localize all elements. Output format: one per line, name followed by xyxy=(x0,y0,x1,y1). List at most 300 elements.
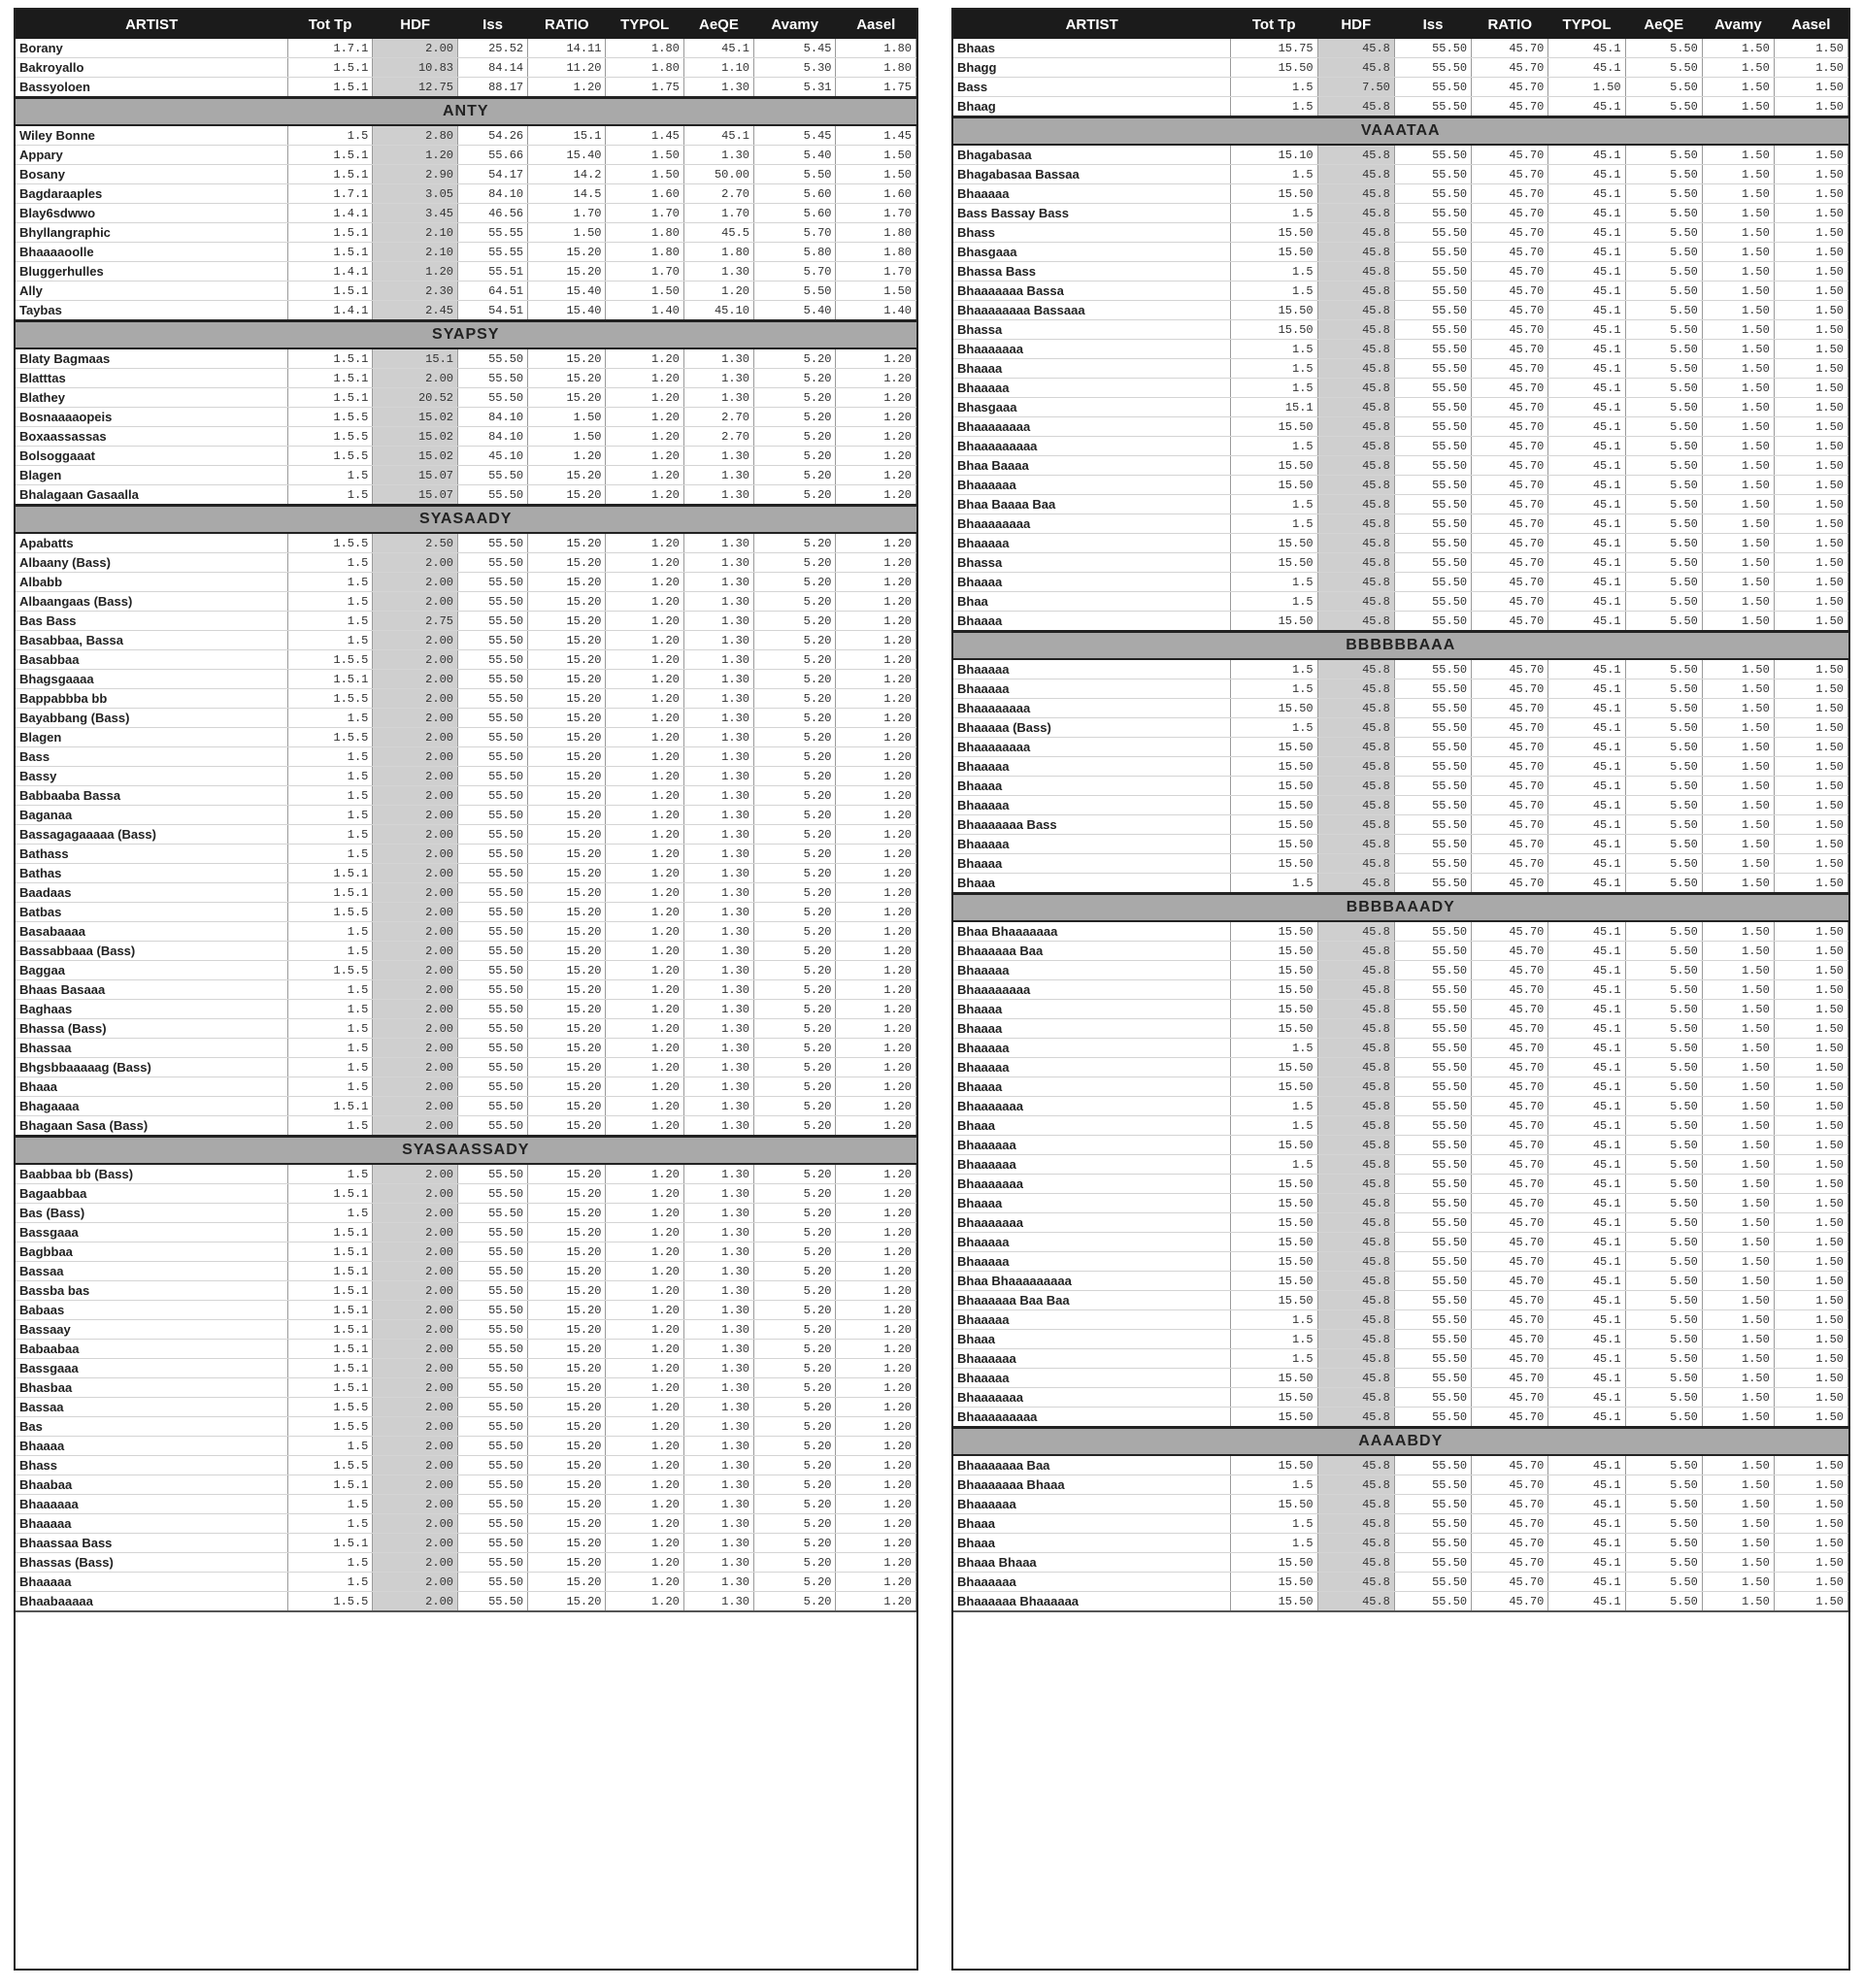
value-cell: 5.50 xyxy=(1625,777,1702,796)
value-cell: 45.8 xyxy=(1317,1310,1394,1330)
table-row xyxy=(953,417,1848,437)
value-cell: 1.30 xyxy=(683,1359,753,1378)
artist-cell: Bolsoggaaat xyxy=(16,447,287,466)
value-cell: 1.50 xyxy=(1702,1330,1774,1349)
value-cell: 1.50 xyxy=(1702,1000,1774,1019)
value-cell: 55.50 xyxy=(457,466,527,485)
table-row xyxy=(953,1252,1848,1272)
value-cell: 1.20 xyxy=(836,1514,916,1534)
value-cell: 55.50 xyxy=(1394,39,1471,58)
value-cell: 5.50 xyxy=(1625,417,1702,437)
column-header: HDF xyxy=(373,10,458,39)
value-cell: 45.8 xyxy=(1317,262,1394,282)
value-cell: 1.20 xyxy=(836,1204,916,1223)
value-cell: 55.50 xyxy=(1394,1369,1471,1388)
artist-cell: Bhass xyxy=(16,1456,287,1475)
value-cell: 45.1 xyxy=(1548,1252,1625,1272)
value-cell: 55.50 xyxy=(1394,223,1471,243)
value-cell: 45.1 xyxy=(1548,1194,1625,1213)
value-cell: 1.20 xyxy=(606,1019,683,1039)
table-row xyxy=(16,348,916,369)
value-cell: 1.5.1 xyxy=(287,243,373,262)
table-row xyxy=(953,1349,1848,1369)
value-cell: 15.50 xyxy=(1230,921,1317,942)
value-cell: 55.50 xyxy=(1394,145,1471,165)
artist-cell: Bhaaaaaaaaa xyxy=(953,1408,1230,1428)
artist-cell: Bhaaaaa xyxy=(16,1573,287,1592)
value-cell: 55.50 xyxy=(1394,78,1471,97)
value-cell: 1.5 xyxy=(287,1553,373,1573)
value-cell: 45.1 xyxy=(683,39,753,58)
artist-cell: Baadaas xyxy=(16,883,287,903)
value-cell: 1.5.5 xyxy=(287,533,373,553)
artist-cell: Babaas xyxy=(16,1301,287,1320)
table-row xyxy=(953,659,1848,679)
value-cell: 15.50 xyxy=(1230,1408,1317,1428)
value-cell: 55.50 xyxy=(1394,514,1471,534)
value-cell: 1.5 xyxy=(287,1437,373,1456)
artist-cell: Basabbaa, Bassa xyxy=(16,631,287,650)
value-cell: 1.20 xyxy=(836,1437,916,1456)
value-cell: 45.1 xyxy=(1548,1514,1625,1534)
value-cell: 55.50 xyxy=(1394,184,1471,204)
table-row xyxy=(16,1340,916,1359)
artist-cell: Bhaaaaaaaa Bassaaa xyxy=(953,301,1230,320)
value-cell: 1.5 xyxy=(1230,1039,1317,1058)
value-cell: 1.20 xyxy=(836,1039,916,1058)
value-cell: 1.20 xyxy=(606,1495,683,1514)
value-cell: 1.50 xyxy=(1774,1000,1847,1019)
table-row xyxy=(953,854,1848,874)
table-row xyxy=(953,282,1848,301)
value-cell: 1.50 xyxy=(528,408,606,427)
value-cell: 2.00 xyxy=(373,631,458,650)
value-cell: 5.50 xyxy=(1625,815,1702,835)
value-cell: 45.8 xyxy=(1317,1058,1394,1077)
value-cell: 5.20 xyxy=(753,650,836,670)
value-cell: 15.20 xyxy=(528,1514,606,1534)
value-cell: 1.50 xyxy=(1774,757,1847,777)
value-cell: 15.50 xyxy=(1230,1000,1317,1019)
value-cell: 45.70 xyxy=(1472,534,1548,553)
value-cell: 15.50 xyxy=(1230,1369,1317,1388)
value-cell: 15.02 xyxy=(373,408,458,427)
value-cell: 1.30 xyxy=(683,78,753,98)
value-cell: 1.50 xyxy=(1774,1495,1847,1514)
value-cell: 15.20 xyxy=(528,553,606,573)
value-cell: 55.50 xyxy=(1394,679,1471,699)
value-cell: 55.50 xyxy=(457,1184,527,1204)
value-cell: 1.5.1 xyxy=(287,58,373,78)
value-cell: 1.5 xyxy=(1230,379,1317,398)
value-cell: 55.50 xyxy=(457,942,527,961)
value-cell: 5.50 xyxy=(1625,699,1702,718)
table-row xyxy=(16,612,916,631)
value-cell: 1.20 xyxy=(606,980,683,1000)
section-header-row xyxy=(953,632,1848,660)
value-cell: 1.5.1 xyxy=(287,1223,373,1242)
value-cell: 1.30 xyxy=(683,1592,753,1612)
value-cell: 5.20 xyxy=(753,1456,836,1475)
value-cell: 55.50 xyxy=(1394,243,1471,262)
value-cell: 1.30 xyxy=(683,1553,753,1573)
value-cell: 1.20 xyxy=(836,1000,916,1019)
value-cell: 45.8 xyxy=(1317,184,1394,204)
value-cell: 2.00 xyxy=(373,980,458,1000)
value-cell: 1.30 xyxy=(683,864,753,883)
artist-cell: Blaty Bagmaas xyxy=(16,348,287,369)
value-cell: 1.50 xyxy=(1702,1058,1774,1077)
value-cell: 45.1 xyxy=(1548,1369,1625,1388)
value-cell: 1.50 xyxy=(1774,1252,1847,1272)
value-cell: 1.70 xyxy=(836,204,916,223)
value-cell: 1.50 xyxy=(1702,398,1774,417)
value-cell: 45.1 xyxy=(1548,243,1625,262)
value-cell: 5.50 xyxy=(1625,796,1702,815)
value-cell: 5.50 xyxy=(1625,204,1702,223)
artist-cell: Bhaag xyxy=(953,97,1230,117)
value-cell: 2.00 xyxy=(373,825,458,845)
artist-cell: Bappabbba bb xyxy=(16,689,287,709)
value-cell: 1.5 xyxy=(1230,1310,1317,1330)
artist-cell: Borany xyxy=(16,39,287,58)
value-cell: 1.30 xyxy=(683,388,753,408)
artist-cell: Bhaaaaaaa xyxy=(953,340,1230,359)
value-cell: 1.50 xyxy=(1702,1553,1774,1573)
value-cell: 45.70 xyxy=(1472,874,1548,894)
value-cell: 45.1 xyxy=(1548,980,1625,1000)
value-cell: 1.45 xyxy=(836,125,916,146)
value-cell: 55.50 xyxy=(457,1242,527,1262)
value-cell: 15.20 xyxy=(528,1097,606,1116)
table-row xyxy=(16,1000,916,1019)
table-row xyxy=(953,1592,1848,1612)
value-cell: 45.1 xyxy=(1548,1175,1625,1194)
artist-cell: Bhasgaaa xyxy=(953,398,1230,417)
value-cell: 1.5 xyxy=(1230,679,1317,699)
value-cell: 1.30 xyxy=(683,1475,753,1495)
value-cell: 45.70 xyxy=(1472,320,1548,340)
value-cell: 5.50 xyxy=(1625,39,1702,58)
value-cell: 14.5 xyxy=(528,184,606,204)
value-cell: 55.50 xyxy=(1394,1455,1471,1475)
value-cell: 15.20 xyxy=(528,1204,606,1223)
table-row xyxy=(953,437,1848,456)
value-cell: 45.8 xyxy=(1317,1252,1394,1272)
table-row xyxy=(16,1417,916,1437)
value-cell: 1.50 xyxy=(1774,262,1847,282)
value-cell: 5.20 xyxy=(753,961,836,980)
value-cell: 1.20 xyxy=(836,485,916,506)
value-cell: 1.20 xyxy=(606,369,683,388)
value-cell: 1.20 xyxy=(606,1242,683,1262)
value-cell: 2.80 xyxy=(373,125,458,146)
value-cell: 45.1 xyxy=(1548,757,1625,777)
value-cell: 45.1 xyxy=(1548,1310,1625,1330)
table-row xyxy=(16,1242,916,1262)
value-cell: 1.5 xyxy=(287,466,373,485)
section-header-row xyxy=(16,98,916,126)
value-cell: 1.20 xyxy=(836,903,916,922)
section-title: SYASAADY xyxy=(16,506,916,534)
artist-cell: Bagbbaa xyxy=(16,1242,287,1262)
value-cell: 45.8 xyxy=(1317,1349,1394,1369)
value-cell: 2.00 xyxy=(373,1164,458,1184)
value-cell: 45.1 xyxy=(1548,1077,1625,1097)
value-cell: 1.50 xyxy=(1774,476,1847,495)
artist-cell: Bas (Bass) xyxy=(16,1204,287,1223)
value-cell: 2.00 xyxy=(373,1019,458,1039)
value-cell: 45.8 xyxy=(1317,573,1394,592)
value-cell: 1.20 xyxy=(606,786,683,806)
value-cell: 1.50 xyxy=(1774,145,1847,165)
value-cell: 45.1 xyxy=(1548,1116,1625,1136)
value-cell: 5.50 xyxy=(1625,1349,1702,1369)
value-cell: 1.4.1 xyxy=(287,262,373,282)
value-cell: 2.70 xyxy=(683,408,753,427)
column-header: Avamy xyxy=(753,10,836,39)
value-cell: 1.20 xyxy=(606,1553,683,1573)
table-row xyxy=(953,1388,1848,1408)
value-cell: 55.50 xyxy=(1394,1233,1471,1252)
value-cell: 5.50 xyxy=(753,282,836,301)
value-cell: 1.5 xyxy=(287,1164,373,1184)
value-cell: 45.70 xyxy=(1472,1116,1548,1136)
table-row xyxy=(953,223,1848,243)
value-cell: 55.50 xyxy=(457,1301,527,1320)
value-cell: 1.50 xyxy=(1702,359,1774,379)
table-row xyxy=(953,39,1848,58)
artist-cell: Bhaaaaaaa xyxy=(953,1175,1230,1194)
value-cell: 1.5.1 xyxy=(287,1378,373,1398)
value-cell: 15.50 xyxy=(1230,1252,1317,1272)
value-cell: 5.60 xyxy=(753,184,836,204)
artist-cell: Albaany (Bass) xyxy=(16,553,287,573)
value-cell: 5.50 xyxy=(1625,1455,1702,1475)
value-cell: 1.75 xyxy=(606,78,683,98)
value-cell: 45.1 xyxy=(1548,1553,1625,1573)
value-cell: 1.20 xyxy=(606,922,683,942)
value-cell: 45.8 xyxy=(1317,223,1394,243)
artist-cell: Bhgsbbaaaaag (Bass) xyxy=(16,1058,287,1077)
value-cell: 55.50 xyxy=(1394,301,1471,320)
value-cell: 1.5 xyxy=(1230,1097,1317,1116)
value-cell: 5.50 xyxy=(1625,145,1702,165)
value-cell: 15.20 xyxy=(528,767,606,786)
table-row xyxy=(16,146,916,165)
value-cell: 45.70 xyxy=(1472,398,1548,417)
artist-cell: Bathas xyxy=(16,864,287,883)
value-cell: 15.20 xyxy=(528,1301,606,1320)
value-cell: 2.00 xyxy=(373,553,458,573)
value-cell: 1.20 xyxy=(836,1359,916,1378)
value-cell: 1.5.1 xyxy=(287,348,373,369)
value-cell: 15.50 xyxy=(1230,1058,1317,1077)
table-row xyxy=(953,165,1848,184)
value-cell: 1.50 xyxy=(1702,534,1774,553)
value-cell: 1.30 xyxy=(683,1281,753,1301)
value-cell: 1.20 xyxy=(836,573,916,592)
value-cell: 1.5 xyxy=(287,922,373,942)
value-cell: 45.70 xyxy=(1472,1019,1548,1039)
value-cell: 45.8 xyxy=(1317,1136,1394,1155)
value-cell: 45.8 xyxy=(1317,854,1394,874)
value-cell: 55.50 xyxy=(1394,1534,1471,1553)
value-cell: 15.20 xyxy=(528,485,606,506)
value-cell: 45.1 xyxy=(1548,97,1625,117)
table-row xyxy=(953,1573,1848,1592)
artist-cell: Bhaaaaa xyxy=(953,534,1230,553)
value-cell: 5.20 xyxy=(753,553,836,573)
value-cell: 1.80 xyxy=(606,58,683,78)
value-cell: 15.20 xyxy=(528,243,606,262)
value-cell: 45.1 xyxy=(1548,1534,1625,1553)
value-cell: 55.50 xyxy=(457,1204,527,1223)
value-cell: 45.70 xyxy=(1472,592,1548,612)
value-cell: 1.20 xyxy=(606,1456,683,1475)
value-cell: 1.50 xyxy=(1702,1369,1774,1388)
value-cell: 55.50 xyxy=(1394,1019,1471,1039)
value-cell: 45.1 xyxy=(1548,359,1625,379)
value-cell: 55.50 xyxy=(1394,854,1471,874)
value-cell: 5.50 xyxy=(1625,1534,1702,1553)
value-cell: 45.8 xyxy=(1317,874,1394,894)
table-row xyxy=(953,1272,1848,1291)
value-cell: 1.20 xyxy=(606,1262,683,1281)
value-cell: 1.20 xyxy=(836,942,916,961)
value-cell: 5.20 xyxy=(753,427,836,447)
artist-cell: Bhaaaa xyxy=(953,573,1230,592)
value-cell: 5.50 xyxy=(1625,1310,1702,1330)
value-cell: 1.20 xyxy=(606,1097,683,1116)
value-cell: 1.5 xyxy=(1230,592,1317,612)
table-row xyxy=(953,1291,1848,1310)
value-cell: 2.00 xyxy=(373,1242,458,1262)
artist-cell: Bhaaa Bhaaa xyxy=(953,1553,1230,1573)
value-cell: 15.50 xyxy=(1230,815,1317,835)
artist-cell: Baabbaa bb (Bass) xyxy=(16,1164,287,1184)
value-cell: 5.20 xyxy=(753,592,836,612)
value-cell: 45.70 xyxy=(1472,1213,1548,1233)
value-cell: 15.20 xyxy=(528,650,606,670)
value-cell: 45.70 xyxy=(1472,243,1548,262)
value-cell: 1.20 xyxy=(836,1281,916,1301)
value-cell: 55.50 xyxy=(457,864,527,883)
value-cell: 55.50 xyxy=(457,1019,527,1039)
artist-cell: Baganaa xyxy=(16,806,287,825)
artist-cell: Bassagagaaaaa (Bass) xyxy=(16,825,287,845)
value-cell: 55.50 xyxy=(457,689,527,709)
value-cell: 1.5.1 xyxy=(287,1340,373,1359)
value-cell: 1.5 xyxy=(287,1019,373,1039)
value-cell: 45.70 xyxy=(1472,514,1548,534)
table-row xyxy=(953,553,1848,573)
value-cell: 55.50 xyxy=(457,1456,527,1475)
value-cell: 2.00 xyxy=(373,922,458,942)
value-cell: 5.50 xyxy=(1625,437,1702,456)
table-row xyxy=(953,815,1848,835)
value-cell: 55.50 xyxy=(1394,942,1471,961)
value-cell: 5.20 xyxy=(753,1097,836,1116)
value-cell: 1.50 xyxy=(1774,980,1847,1000)
value-cell: 45.70 xyxy=(1472,1058,1548,1077)
table-row xyxy=(953,359,1848,379)
value-cell: 15.50 xyxy=(1230,320,1317,340)
value-cell: 5.20 xyxy=(753,1514,836,1534)
value-cell: 45.1 xyxy=(1548,1000,1625,1019)
artist-cell: Bhaaaaaaaa xyxy=(953,699,1230,718)
value-cell: 1.5 xyxy=(1230,165,1317,184)
artist-cell: Bhagabasaa xyxy=(953,145,1230,165)
value-cell: 1.50 xyxy=(1774,58,1847,78)
value-cell: 45.8 xyxy=(1317,1408,1394,1428)
value-cell: 45.1 xyxy=(1548,282,1625,301)
value-cell: 45.70 xyxy=(1472,262,1548,282)
table-row xyxy=(16,466,916,485)
table-row xyxy=(953,592,1848,612)
value-cell: 45.8 xyxy=(1317,379,1394,398)
artist-cell: Bassaa xyxy=(16,1398,287,1417)
value-cell: 1.30 xyxy=(683,747,753,767)
value-cell: 20.52 xyxy=(373,388,458,408)
value-cell: 45.8 xyxy=(1317,1097,1394,1116)
value-cell: 1.30 xyxy=(683,1495,753,1514)
value-cell: 1.5.5 xyxy=(287,1456,373,1475)
value-cell: 45.1 xyxy=(1548,1136,1625,1155)
value-cell: 2.00 xyxy=(373,1495,458,1514)
value-cell: 1.50 xyxy=(1774,1155,1847,1175)
artist-cell: Bhaaaaa xyxy=(953,679,1230,699)
value-cell: 5.50 xyxy=(1625,165,1702,184)
value-cell: 45.8 xyxy=(1317,718,1394,738)
value-cell: 1.50 xyxy=(1774,942,1847,961)
value-cell: 15.50 xyxy=(1230,835,1317,854)
value-cell: 45.1 xyxy=(1548,592,1625,612)
value-cell: 1.30 xyxy=(683,1340,753,1359)
value-cell: 55.50 xyxy=(1394,1213,1471,1233)
value-cell: 15.50 xyxy=(1230,738,1317,757)
value-cell: 1.20 xyxy=(836,922,916,942)
value-cell: 54.26 xyxy=(457,125,527,146)
value-cell: 5.20 xyxy=(753,1184,836,1204)
value-cell: 2.00 xyxy=(373,1398,458,1417)
column-header: Tot Tp xyxy=(1230,10,1317,39)
value-cell: 1.50 xyxy=(1702,1475,1774,1495)
value-cell: 55.50 xyxy=(1394,165,1471,184)
artist-cell: Bhasbaa xyxy=(16,1378,287,1398)
value-cell: 5.70 xyxy=(753,262,836,282)
table-row xyxy=(953,495,1848,514)
artist-cell: Bass xyxy=(953,78,1230,97)
value-cell: 5.20 xyxy=(753,1039,836,1058)
value-cell: 55.50 xyxy=(1394,1000,1471,1019)
table-row xyxy=(16,427,916,447)
value-cell: 55.50 xyxy=(1394,1116,1471,1136)
value-cell: 45.8 xyxy=(1317,1175,1394,1194)
value-cell: 45.8 xyxy=(1317,1514,1394,1534)
value-cell: 1.5 xyxy=(287,942,373,961)
value-cell: 45.8 xyxy=(1317,1272,1394,1291)
value-cell: 15.20 xyxy=(528,1077,606,1097)
value-cell: 5.20 xyxy=(753,631,836,650)
value-cell: 55.50 xyxy=(457,592,527,612)
value-cell: 45.70 xyxy=(1472,223,1548,243)
value-cell: 2.00 xyxy=(373,864,458,883)
value-cell: 1.30 xyxy=(683,573,753,592)
value-cell: 5.50 xyxy=(1625,1097,1702,1116)
value-cell: 2.70 xyxy=(683,427,753,447)
value-cell: 1.50 xyxy=(1774,679,1847,699)
